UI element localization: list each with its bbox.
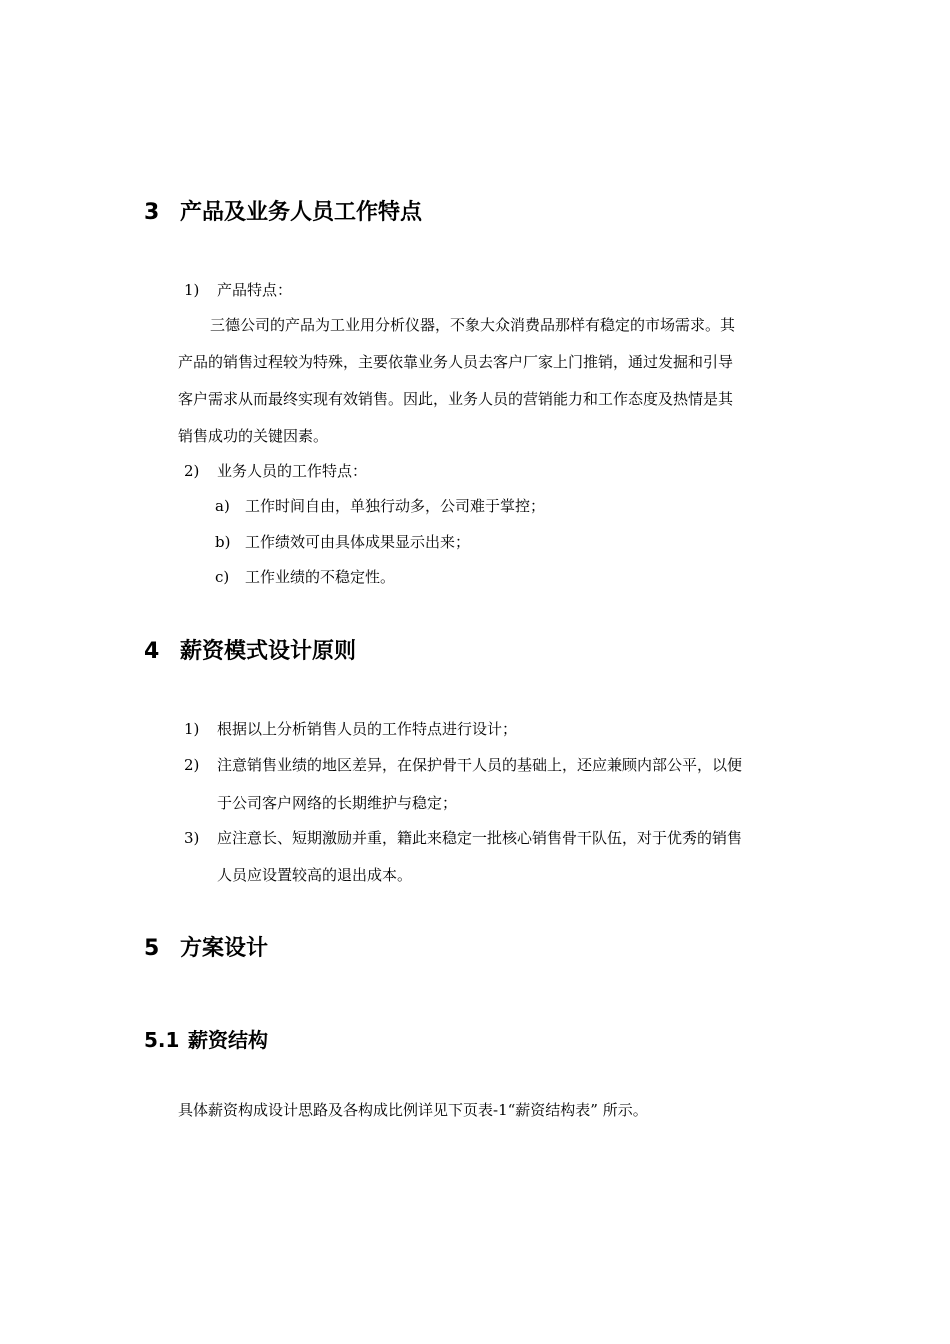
section-number: 5.1 [144, 1028, 180, 1052]
section-title: 方案设计 [180, 936, 269, 961]
list-marker: 2) [184, 756, 200, 774]
sub-list-marker: b) [215, 533, 231, 551]
list-item-text: 根据以上分析销售人员的工作特点进行设计； [217, 720, 518, 738]
section-5-1-heading [144, 1026, 268, 1054]
list-item-continuation: 人员应设置较高的退出成本。 [217, 866, 413, 884]
paragraph-line: 销售成功的关键因素。 [178, 427, 329, 445]
list-item-continuation: 于公司客户网络的长期维护与稳定； [217, 794, 458, 812]
section-number: 5 [144, 936, 160, 961]
sub-list-text: 工作绩效可由具体成果显示出来； [245, 533, 471, 551]
section-title: 薪资结构 [188, 1028, 268, 1052]
paragraph-line: 客户需求从而最终实现有效销售。因此，业务人员的营销能力和工作态度及热情是其 [178, 390, 734, 408]
sub-list-text: 工作业绩的不稳定性。 [245, 568, 396, 586]
section-number: 3 [144, 200, 160, 225]
section-number: 4 [144, 639, 160, 664]
section-5-heading [144, 934, 268, 964]
list-marker: 1) [184, 720, 200, 738]
section-title: 产品及业务人员工作特点 [180, 200, 423, 225]
paragraph-line: 具体薪资构成设计思路及各构成比例详见下页表-1“薪资结构表” 所示。 [178, 1101, 648, 1119]
list-item-text: 应注意长、短期激励并重，籍此来稳定一批核心销售骨干队伍，对于优秀的销售 [217, 829, 743, 847]
list-marker: 3) [184, 829, 200, 847]
list-item-label: 业务人员的工作特点： [217, 462, 368, 480]
section-4-heading [144, 637, 356, 667]
section-title: 薪资模式设计原则 [180, 639, 357, 664]
sub-list-marker: a) [215, 497, 230, 515]
sub-list-text: 工作时间自由，单独行动多，公司难于掌控； [245, 497, 546, 515]
paragraph-line: 三德公司的产品为工业用分析仪器，不象大众消费品那样有稳定的市场需求。其 [210, 316, 736, 334]
list-marker: 2) [184, 462, 200, 480]
section-3-heading [144, 198, 422, 228]
paragraph-line: 产品的销售过程较为特殊，主要依靠业务人员去客户厂家上门推销，通过发掘和引导 [178, 353, 734, 371]
sub-list-marker: c) [215, 568, 230, 586]
list-marker: 1) [184, 281, 200, 299]
list-item-text: 注意销售业绩的地区差异，在保护骨干人员的基础上，还应兼顾内部公平，以便 [217, 756, 743, 774]
list-item-label: 产品特点： [217, 281, 293, 299]
